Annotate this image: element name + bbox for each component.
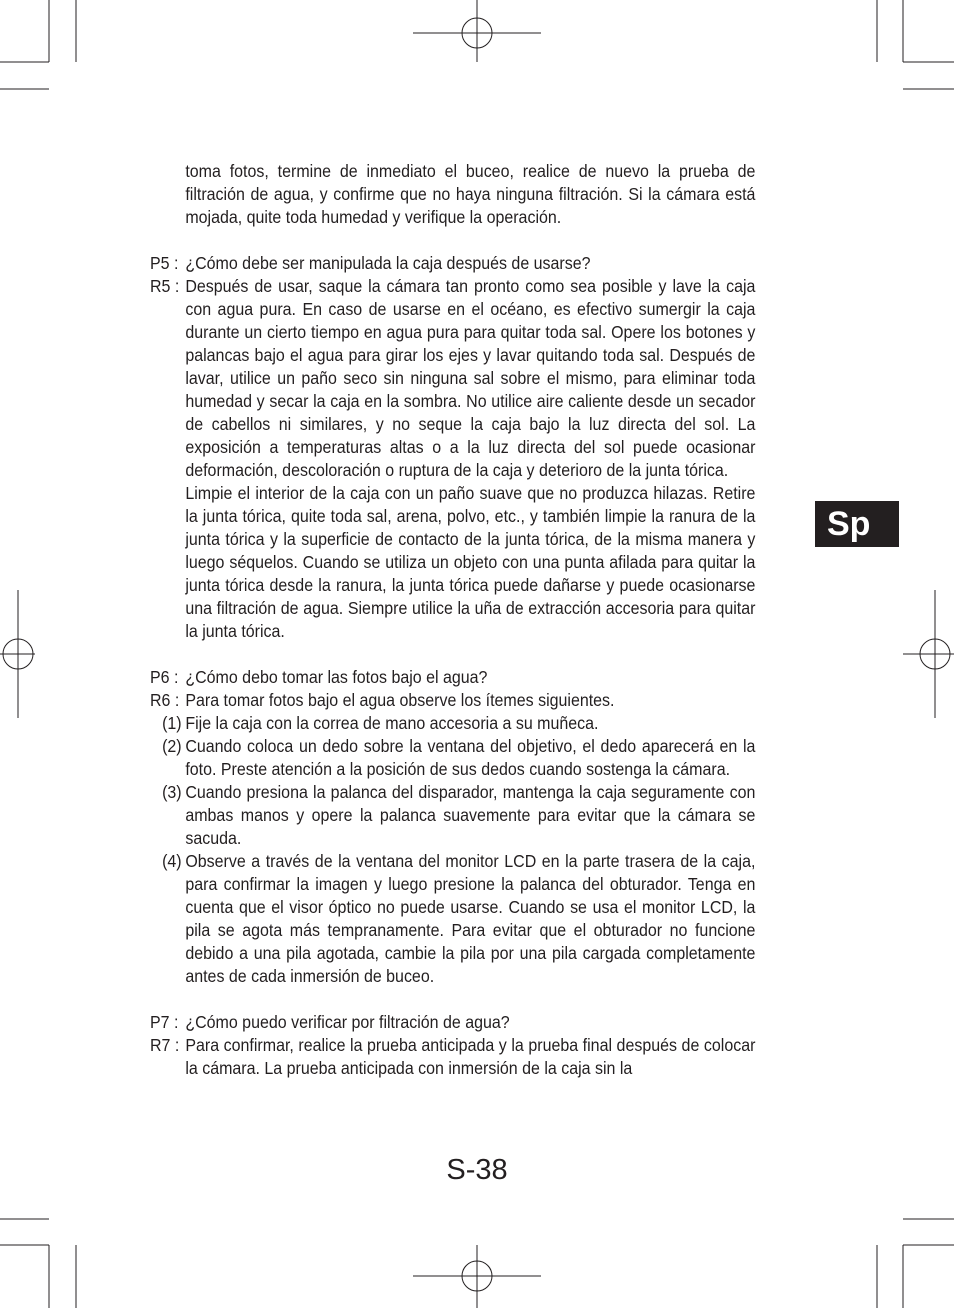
- answer-5: [150, 275, 755, 482]
- question-6: [150, 666, 755, 689]
- list-item-text: Fije la caja con la correa de mano accesoria a su muñeca.: [185, 713, 599, 733]
- answer-5-continued: Limpie el interior de la caja con un paño suave que no produzca hilazas. Retire la junta tórica, quite toda sal, arena, polvo, etc., y también limpie la ranura de la junta tórica y la superficie de contacto de la junta tórica, de la misma manera y luego séquelos. Cuando se utiliza un objeto con una punta afilada para quitar la junta tórica desde la ranura, la junta tórica puede dañarse y puede ocasionarse una filtración de agua. Siempre utilice la uña de extracción accesoria para quitar la junta tórica.: [185, 483, 756, 641]
- question-text: ¿Cómo debe ser manipulada la caja después de usarse?: [185, 253, 591, 273]
- question-label: P5 :: [150, 253, 179, 273]
- list-item-number: (3): [162, 782, 182, 802]
- question-7: [150, 1011, 755, 1034]
- list-item-number: (2): [162, 736, 182, 756]
- section-tab: Sp: [815, 501, 899, 547]
- list-item-number: (1): [162, 713, 182, 733]
- list-item-text: Cuando coloca un dedo sobre la ventana del objetivo, el dedo aparecerá en la foto. Preste atención a la posición de sus dedos cuando sostenga la cámara.: [185, 736, 756, 779]
- question-text: ¿Cómo debo tomar las fotos bajo el agua?: [185, 667, 488, 687]
- answer-label: R7 :: [150, 1035, 180, 1055]
- page-text: [150, 160, 755, 1080]
- answer-7: [150, 1034, 755, 1080]
- question-label: P7 :: [150, 1012, 179, 1032]
- list-item-text: Cuando presiona la palanca del disparador, mantenga la caja seguramente con ambas manos y opere la palanca suavemente para evitar que la cámara se sacuda.: [185, 782, 756, 848]
- answer-label: R5 :: [150, 276, 180, 296]
- answer-text: Para confirmar, realice la prueba anticipada y la prueba final después de colocar la cámara. La prueba anticipada con inmersión de la caja sin la: [185, 1035, 756, 1078]
- list-item: [150, 781, 755, 850]
- answer-text: Para tomar fotos bajo el agua observe los ítemes siguientes.: [185, 690, 615, 710]
- list-item: [150, 735, 755, 781]
- page-number: S-38: [446, 1154, 508, 1186]
- answer-6: [150, 689, 755, 712]
- list-item: [150, 850, 755, 988]
- question-text: ¿Cómo puedo verificar por filtración de agua?: [185, 1012, 510, 1032]
- answer-label: R6 :: [150, 690, 180, 710]
- question-5: [150, 252, 755, 275]
- list-item-text: Observe a través de la ventana del monitor LCD en la parte trasera de la caja, para confirmar la imagen y luego presione la palanca del obturador. Tenga en cuenta que el visor óptico no puede usarse. Cuando se usa el monitor LCD, la pila se agota más tempranamente. Para evitar que el obturador no funcione debido a una pila agotada, cambie la pila por una pila cargada completamente antes de cada inmersión de buceo.: [185, 851, 756, 986]
- continuation-paragraph: toma fotos, termine de inmediato el buceo, realice de nuevo la prueba de filtración de agua, y confirme que no haya ninguna filtración. Si la cámara está mojada, quite toda humedad y verifique la operación.: [185, 161, 756, 227]
- list-item-number: (4): [162, 851, 182, 871]
- question-label: P6 :: [150, 667, 179, 687]
- answer-text: Después de usar, saque la cámara tan pronto como sea posible y lave la caja con agua pura. En caso de usarse en el océano, es efectivo sumergir la caja durante un cierto tiempo en agua pura para quitar toda sal. Opere los botones y palancas bajo el agua para girar los ejes y lavar quitando toda sal. Después de lavar, utilice un paño seco sin ninguna sal sobre el mismo, para eliminar toda humedad y secar la caja en la sombra. No utilice aire caliente desde un secador de cabellos ni similares, y no seque la caja bajo la luz directa del sol. La exposición a temperaturas altas o a la luz directa del sol puede ocasionar deformación, descoloración o ruptura de la caja y deterioro de la junta tórica.: [185, 276, 756, 480]
- list-item: [150, 712, 755, 735]
